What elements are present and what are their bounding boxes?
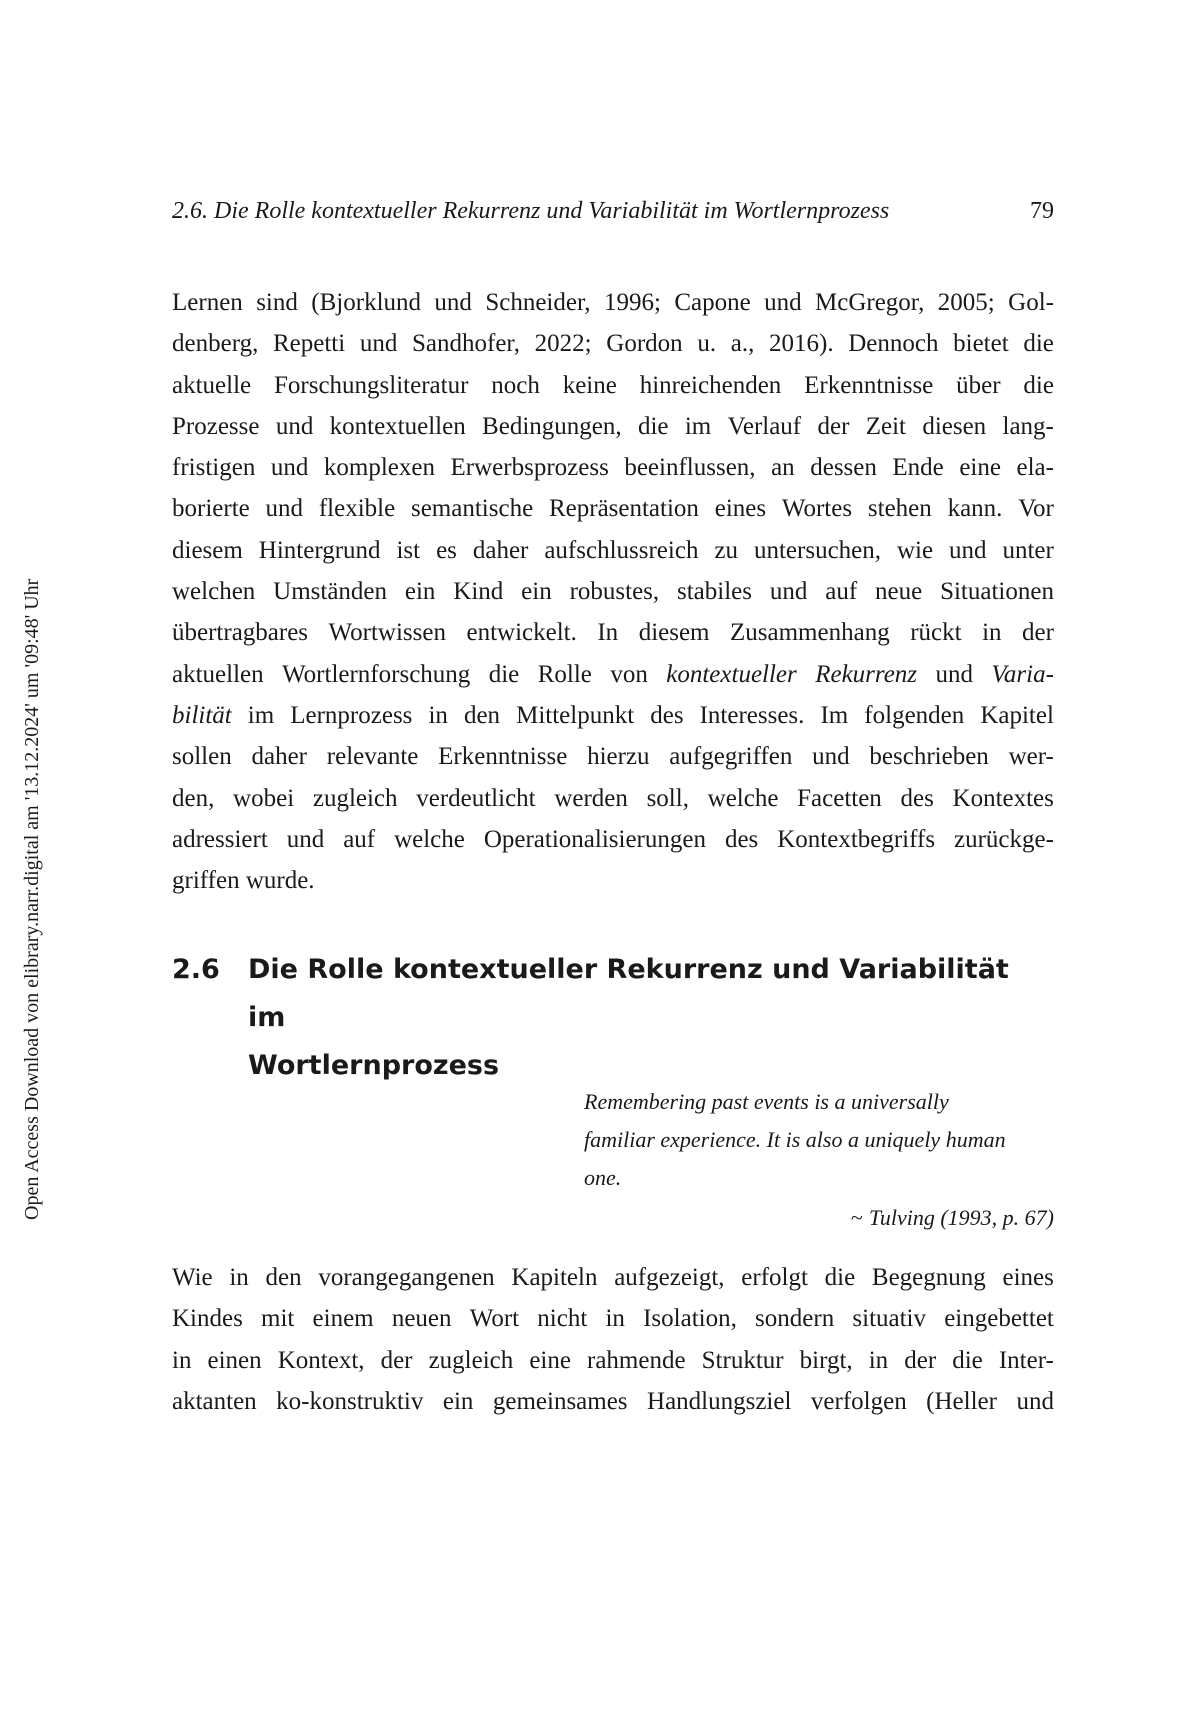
word: die: [824, 1264, 856, 1291]
word: und: [270, 454, 309, 482]
word: semantische: [410, 495, 534, 523]
word: komplexen: [323, 454, 435, 482]
word: und: [1016, 1387, 1054, 1415]
word: und: [359, 330, 398, 358]
word: 2022;: [534, 330, 592, 358]
word: diesem: [172, 536, 243, 564]
word: ist: [396, 536, 421, 564]
text-line: [172, 1298, 1054, 1339]
word: entwickelt.: [466, 619, 577, 647]
word: Inter-: [998, 1346, 1054, 1374]
section-heading: [172, 946, 1054, 1090]
word: wobei: [233, 784, 295, 812]
word: im: [684, 412, 712, 440]
word: der: [817, 412, 850, 440]
word: den: [265, 1264, 302, 1291]
word: kontextuellen: [329, 412, 466, 440]
word: in: [428, 701, 448, 729]
running-header: [172, 198, 1054, 232]
word: gemeinsames: [492, 1387, 628, 1415]
word: kann.: [947, 495, 1003, 523]
word: Sandhofer,: [412, 330, 521, 358]
word: von: [610, 660, 648, 688]
word: aktuellen: [172, 660, 264, 688]
word: Facetten: [797, 784, 882, 812]
word: Wortes: [781, 495, 853, 523]
text-line: [172, 1381, 1054, 1422]
word: ko-konstruktiv: [276, 1387, 424, 1415]
word: aufgezeigt,: [614, 1264, 725, 1291]
word: Situationen: [940, 578, 1054, 606]
word: zurückge-: [954, 825, 1054, 853]
epigraph-attribution: [584, 1199, 1054, 1237]
word: und: [275, 412, 314, 440]
word: die: [952, 1346, 983, 1374]
word: der: [380, 1346, 413, 1374]
epigraph-line: Remembering past events is a universally: [584, 1089, 949, 1114]
text-line: [172, 736, 1054, 777]
word: eines: [714, 495, 767, 523]
text-line: [172, 571, 1054, 612]
word: einen: [207, 1346, 262, 1374]
tilde-symbol: ~: [850, 1205, 863, 1230]
word: Erwerbsprozess: [450, 454, 609, 482]
word: Forschungsliteratur: [273, 371, 469, 399]
word: aktanten: [172, 1387, 257, 1415]
word: ela-: [1016, 454, 1054, 482]
word: im: [247, 701, 275, 729]
word: Kontextes: [952, 784, 1054, 812]
word: hinreichenden: [639, 371, 782, 399]
word: relevante: [326, 743, 419, 771]
word: eine: [529, 1346, 571, 1374]
word: übertragbares: [172, 619, 309, 647]
text-line: [172, 819, 1054, 860]
word: Kind: [453, 578, 504, 606]
word: Wort: [469, 1305, 520, 1333]
word: auf: [343, 825, 376, 853]
text-line: [172, 612, 1054, 653]
word: rückt: [910, 619, 962, 647]
word: Zusammenhang: [730, 619, 890, 647]
word: Umständen: [273, 578, 388, 606]
attribution-text: Tulving (1993, p. 67): [868, 1205, 1054, 1230]
section-title-line: Wortlernprozess: [248, 1050, 500, 1081]
word: verdeutlicht: [416, 784, 536, 812]
word: diesen: [922, 412, 987, 440]
word: Hintergrund: [258, 536, 381, 564]
text-line-emphasis: [172, 695, 1054, 736]
word: wie: [896, 536, 934, 564]
word: des: [724, 825, 759, 853]
word: In: [597, 619, 619, 647]
word: Gol-: [1008, 289, 1054, 316]
word: welchen: [172, 578, 256, 606]
text-line: [172, 488, 1054, 529]
word: ein: [404, 578, 436, 606]
word: ein: [521, 578, 552, 606]
word: und: [949, 536, 987, 564]
word: borierte: [172, 495, 250, 523]
word: situativ: [852, 1305, 926, 1333]
word: denberg,: [172, 330, 259, 358]
word: und: [434, 289, 472, 316]
word: Kindes: [172, 1305, 243, 1333]
word: in: [868, 1346, 889, 1374]
word: u.: [697, 330, 717, 358]
word: (Heller: [926, 1387, 997, 1415]
word: Repetti: [272, 330, 346, 358]
word: Kontextbegriffs: [777, 825, 936, 853]
word: Zeit: [865, 412, 906, 440]
word: stabiles: [677, 578, 752, 606]
section-title: [248, 946, 1054, 1090]
epigraph-line: one.: [584, 1165, 622, 1190]
word: und: [286, 825, 325, 853]
emphasis-word: Varia-: [991, 660, 1054, 688]
word: den: [463, 701, 501, 729]
running-header-title: 2.6. Die Rolle kontextueller Rekurrenz und Variabilität im Wortlernprozess: [172, 198, 890, 224]
word: über: [956, 371, 1001, 399]
text-line: [172, 323, 1054, 364]
text-line-emphasis: [172, 654, 1054, 695]
word: Handlungsziel: [647, 1387, 792, 1415]
word: Ende: [892, 454, 944, 482]
word: welche: [707, 784, 779, 812]
word: soll,: [646, 784, 689, 812]
word: Prozesse: [172, 412, 260, 440]
word: adressiert: [172, 825, 268, 853]
word: in: [172, 1346, 192, 1374]
word: eines: [1002, 1264, 1054, 1291]
paragraph-1: [172, 282, 1054, 901]
word: Bedingungen,: [482, 412, 622, 440]
word: Kapitel: [980, 701, 1054, 729]
word: rahmende: [587, 1346, 686, 1374]
epigraph: [584, 1083, 1054, 1237]
text-line-last: [172, 860, 1054, 901]
word: aktuelle: [172, 371, 252, 399]
emphasis-word: kontextueller: [666, 660, 797, 688]
word: Operationalisierungen: [483, 825, 706, 853]
section-title-line: Die Rolle kontextueller Rekurrenz und Variabilität im: [248, 954, 1009, 1033]
word: Verlauf: [727, 412, 802, 440]
word: Schneider,: [485, 289, 591, 316]
word: erfolgt: [741, 1264, 808, 1291]
word: Erkenntnisse: [804, 371, 934, 399]
word: Interesses.: [699, 701, 805, 729]
word: Capone: [674, 289, 751, 316]
word: eine: [959, 454, 1001, 482]
word: wer-: [1008, 743, 1054, 771]
section-number: 2.6: [172, 954, 220, 985]
word: der: [1022, 619, 1054, 647]
word: untersuchen,: [753, 536, 882, 564]
text-line: [172, 406, 1054, 447]
word: Wortlernforschung: [282, 660, 471, 688]
word: 2016).: [769, 330, 834, 358]
word: und: [769, 578, 808, 606]
word: verfolgen: [810, 1387, 907, 1415]
word: in: [229, 1264, 249, 1291]
word: und: [265, 495, 304, 523]
word: robustes,: [569, 578, 660, 606]
word: daher: [472, 536, 529, 564]
word: einem: [312, 1305, 374, 1333]
word: zu: [714, 536, 739, 564]
word: Dennoch: [848, 330, 939, 358]
page-number: 79: [1030, 198, 1054, 224]
text-line: [172, 1257, 1054, 1298]
word: aufschlussreich: [544, 536, 699, 564]
word: auf: [825, 578, 858, 606]
word: bietet: [953, 330, 1009, 358]
word: und: [812, 743, 850, 771]
word: die: [488, 660, 520, 688]
word: Lernprozess: [290, 701, 413, 729]
download-side-note: Open Access Download von elibrary.narr.digital am '13.12.2024' um '09:48' Uhr: [21, 578, 43, 1220]
word: stehen: [867, 495, 932, 523]
text-segment: griffen wurde.: [172, 867, 315, 895]
emphasis-word: bilität: [172, 701, 232, 729]
word: zugleich: [428, 1346, 514, 1374]
epigraph-line: familiar experience. It is also a uniquely human: [584, 1127, 1006, 1152]
text-line: [172, 1340, 1054, 1381]
word: neuen: [391, 1305, 452, 1333]
word: mit: [261, 1305, 295, 1333]
word: sollen: [172, 743, 232, 771]
emphasis-word: Rekurrenz: [815, 660, 918, 688]
word: Isolation,: [643, 1305, 737, 1333]
word: Wortwissen: [328, 619, 446, 647]
text-line: [172, 365, 1054, 406]
word: diesem: [638, 619, 710, 647]
word: Erkenntnisse: [438, 743, 568, 771]
word: sind: [256, 289, 298, 316]
word: Lernen: [172, 289, 243, 316]
text-line: [172, 778, 1054, 819]
word: sondern: [755, 1305, 835, 1333]
word: Wie: [172, 1264, 213, 1291]
word: und: [935, 660, 973, 688]
word: lang-: [1002, 412, 1054, 440]
word: und: [764, 289, 802, 316]
word: dessen: [810, 454, 877, 482]
word: die: [1023, 330, 1054, 358]
word: aufgegriffen: [669, 743, 793, 771]
word: Repräsentation: [548, 495, 699, 523]
word: (Bjorklund: [311, 289, 422, 316]
word: nicht: [537, 1305, 588, 1333]
word: Struktur: [701, 1346, 784, 1374]
word: noch: [491, 371, 540, 399]
word: Gordon: [606, 330, 683, 358]
word: vorangegangenen: [318, 1264, 495, 1291]
word: Kapiteln: [511, 1264, 598, 1291]
word: Rolle: [537, 660, 592, 688]
word: Im: [820, 701, 849, 729]
text-line: [172, 282, 1054, 323]
word: unter: [1002, 536, 1054, 564]
word: keine: [562, 371, 617, 399]
word: ein: [442, 1387, 474, 1415]
word: beeinflussen,: [624, 454, 756, 482]
word: es: [436, 536, 457, 564]
word: Mittelpunkt: [516, 701, 635, 729]
word: McGregor,: [815, 289, 925, 316]
word: des: [650, 701, 684, 729]
word: den,: [172, 784, 215, 812]
word: des: [900, 784, 934, 812]
word: eingebettet: [944, 1305, 1054, 1333]
paragraph-2: [172, 1257, 1054, 1422]
word: an: [771, 454, 795, 482]
word: fristigen: [172, 454, 256, 482]
word: die: [1023, 371, 1054, 399]
text-line: [172, 447, 1054, 488]
word: die: [637, 412, 669, 440]
word: folgenden: [864, 701, 965, 729]
word: welche: [394, 825, 465, 853]
word: in: [982, 619, 1002, 647]
word: Kontext,: [277, 1346, 365, 1374]
word: neue: [875, 578, 923, 606]
word: werden: [554, 784, 628, 812]
word: hierzu: [587, 743, 650, 771]
word: beschrieben: [869, 743, 989, 771]
word: 2005;: [937, 289, 995, 316]
text-line: [172, 530, 1054, 571]
word: a.,: [730, 330, 755, 358]
word: birgt,: [799, 1346, 853, 1374]
word: flexible: [318, 495, 396, 523]
word: daher: [251, 743, 308, 771]
word: 1996;: [603, 289, 661, 316]
word: Begegnung: [871, 1264, 986, 1291]
word: der: [904, 1346, 937, 1374]
word: in: [605, 1305, 625, 1333]
word: zugleich: [312, 784, 398, 812]
word: Vor: [1018, 495, 1054, 523]
